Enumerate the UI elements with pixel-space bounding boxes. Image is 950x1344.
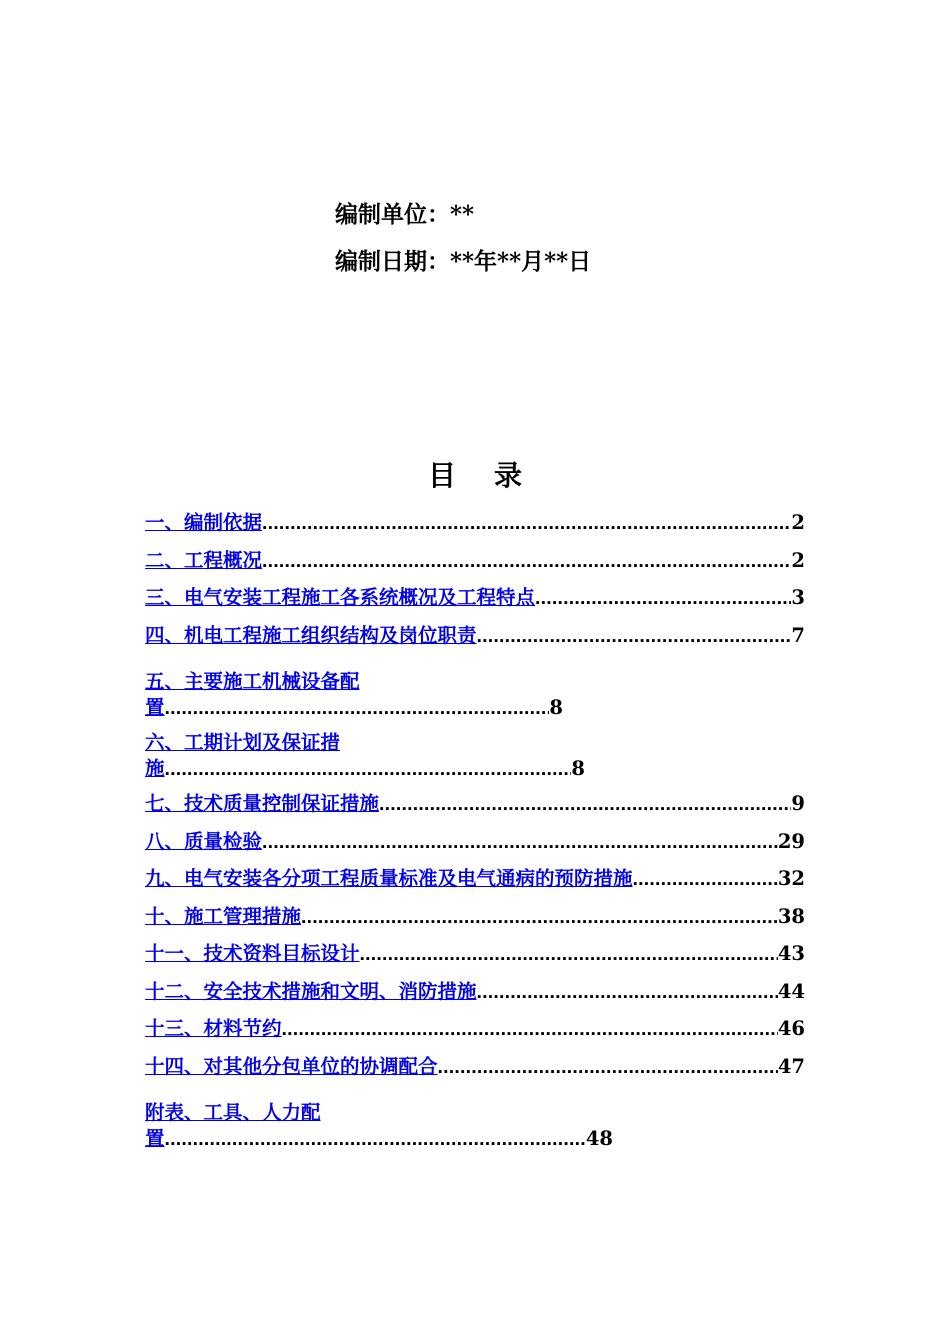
toc-link-continued[interactable]: 置 [145,1127,165,1150]
toc-page-number: 38 [777,904,805,928]
toc-link-continued[interactable]: 置 [145,696,165,719]
toc-page-number: 43 [777,942,805,965]
toc-link[interactable]: 四、机电工程施工组织结构及岗位职责 [145,623,477,647]
toc-title [0,454,950,494]
toc-link[interactable]: 十一、技术资料目标设计 [145,942,360,965]
toc-leader-dots [301,906,778,929]
toc-entry-wrapped [145,666,805,718]
toc-page-number: 2 [791,548,805,572]
toc-entry [145,1051,805,1089]
toc-page-number: 3 [791,586,805,609]
toc-entry [145,826,805,864]
toc-leader-dots [165,1128,586,1151]
toc-leader-dots [438,1056,778,1079]
toc-link[interactable]: 八、质量检验 [145,829,263,853]
toc-link[interactable]: 十、施工管理措施 [145,904,302,928]
toc-link[interactable]: 二、工程概况 [145,548,263,572]
toc-leader-dots [262,550,791,573]
toc-page-number: 8 [549,696,563,719]
toc-entry-wrapped [145,1097,805,1149]
toc-leader-dots [165,697,550,720]
toc-page-number: 9 [791,792,805,815]
toc-entry [145,788,805,826]
toc-leader-dots [535,587,791,610]
toc-entry [145,1013,805,1051]
toc-link[interactable]: 九、电气安装各分项工程质量标准及电气通病的预防措施 [145,867,633,890]
toc-page-number: 48 [585,1127,613,1150]
compiling-date: 编制日期：**年**月**日 [335,248,592,275]
table-of-contents [145,507,805,1158]
toc-leader-dots [477,981,778,1004]
toc-link-continued[interactable]: 施 [145,757,165,780]
toc-entry [145,582,805,620]
toc-entry-wrapped [145,727,805,779]
toc-leader-dots [262,512,791,535]
toc-link[interactable]: 十二、安全技术措施和文明、消防措施 [145,979,477,1003]
toc-link[interactable]: 十三、材料节约 [145,1017,282,1040]
toc-entry [145,938,805,976]
toc-link[interactable]: 七、技术质量控制保证措施 [145,792,380,815]
toc-link[interactable]: 附表、工具、人力配 [145,1101,321,1124]
toc-entry [145,901,805,939]
compiling-unit: 编制单位：** [335,201,475,228]
toc-page-number: 8 [571,757,585,780]
toc-page-number: 29 [777,829,805,853]
toc-link[interactable]: 五、主要施工机械设备配 [145,670,360,693]
toc-entry [145,545,805,583]
toc-link[interactable]: 十四、对其他分包单位的协调配合 [145,1054,438,1078]
toc-entry [145,620,805,658]
toc-entry [145,507,805,545]
toc-link[interactable]: 三、电气安装工程施工各系统概况及工程特点 [145,586,536,609]
toc-page-number: 2 [791,511,805,534]
toc-page-number: 46 [777,1017,805,1040]
toc-link[interactable]: 六、工期计划及保证措 [145,731,341,754]
toc-page-number: 47 [777,1054,805,1078]
toc-leader-dots [262,831,778,854]
toc-page-number: 44 [777,979,805,1003]
toc-leader-dots [633,868,778,891]
toc-entry [145,863,805,901]
toc-leader-dots [360,943,778,966]
toc-leader-dots [379,793,791,816]
toc-leader-dots [477,625,792,648]
toc-title-char-1: 目 [427,459,456,492]
toc-link[interactable]: 一、编制依据 [145,511,263,534]
toc-title-char-2: 录 [494,459,523,492]
toc-page-number: 7 [791,623,805,647]
toc-page-number: 32 [777,867,805,890]
toc-leader-dots [282,1018,778,1041]
toc-leader-dots [165,758,572,781]
toc-entry [145,976,805,1014]
